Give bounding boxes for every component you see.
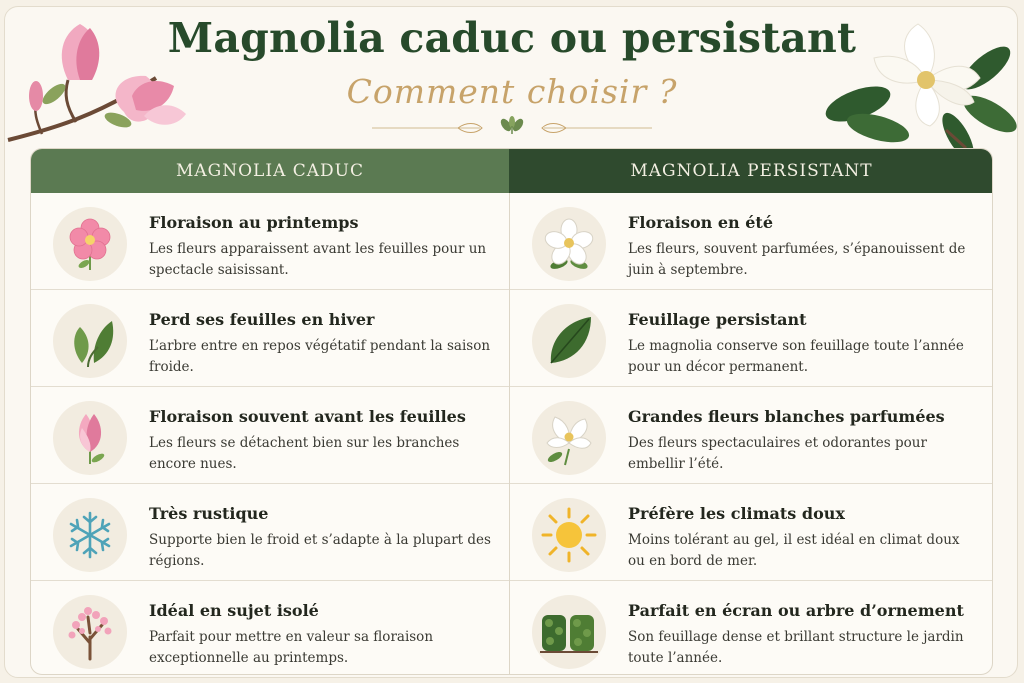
row-title: Préfère les climats doux	[628, 504, 845, 523]
list-item	[510, 484, 993, 581]
row-description: Les fleurs apparaissent avant les feuilles pour un spectacle saisissant.	[149, 241, 487, 278]
row-title: Floraison en été	[628, 213, 773, 232]
row-title: Perd ses feuilles en hiver	[149, 310, 375, 329]
column-caduc	[31, 193, 509, 675]
sun-icon	[541, 507, 597, 563]
list-item	[510, 193, 993, 290]
row-description: Moins tolérant au gel, il est idéal en climat doux ou en bord de mer.	[628, 532, 960, 569]
row-description: Des fleurs spectaculaires et odorantes pour embellir l’été.	[628, 435, 927, 472]
page-title: Magnolia caduc ou persistant	[167, 14, 857, 62]
header-persistant: MAGNOLIA PERSISTANT	[509, 149, 993, 193]
list-item	[31, 581, 509, 675]
divider-ornament-icon	[372, 116, 652, 138]
row-title: Floraison souvent avant les feuilles	[149, 407, 466, 426]
list-item	[31, 387, 509, 484]
list-item	[31, 484, 509, 581]
leaves-icon	[64, 313, 116, 369]
white-flower-icon	[541, 216, 597, 272]
list-item	[510, 290, 993, 387]
list-item	[510, 581, 993, 675]
magnolia-bud-icon	[64, 410, 116, 466]
list-item	[510, 387, 993, 484]
blossom-tree-icon	[62, 603, 118, 661]
list-item	[31, 290, 509, 387]
row-description: L’arbre entre en repos végétatif pendant la saison froide.	[149, 338, 491, 375]
leaf-icon	[543, 313, 595, 369]
row-description: Son feuillage dense et brillant structure le jardin toute l’année.	[628, 629, 964, 666]
header-caduc: MAGNOLIA CADUC	[31, 149, 509, 193]
comparison-table	[30, 148, 993, 675]
row-description: Le magnolia conserve son feuillage toute l’année pour un décor permanent.	[628, 338, 964, 375]
row-description: Les fleurs se détachent bien sur les branches encore nues.	[149, 435, 460, 472]
row-description: Les fleurs, souvent parfumées, s’épanouissent de juin à septembre.	[628, 241, 966, 278]
row-title: Floraison au printemps	[149, 213, 359, 232]
list-item	[31, 193, 509, 290]
pink-flower-icon	[64, 216, 116, 272]
row-description: Parfait pour mettre en valeur sa floraison exceptionnelle au printemps.	[149, 629, 434, 666]
row-title: Feuillage persistant	[628, 310, 807, 329]
white-magnolia-icon	[541, 409, 597, 467]
row-description: Supporte bien le froid et s’adapte à la plupart des régions.	[149, 532, 491, 569]
row-title: Grandes fleurs blanches parfumées	[628, 407, 945, 426]
row-title: Parfait en écran ou arbre d’ornement	[628, 601, 964, 620]
row-title: Idéal en sujet isolé	[149, 601, 319, 620]
hedge-icon	[540, 609, 598, 655]
page-subtitle: Comment choisir ?	[346, 72, 678, 111]
snowflake-icon	[64, 509, 116, 561]
row-title: Très rustique	[149, 504, 269, 523]
column-persistant	[509, 193, 993, 675]
